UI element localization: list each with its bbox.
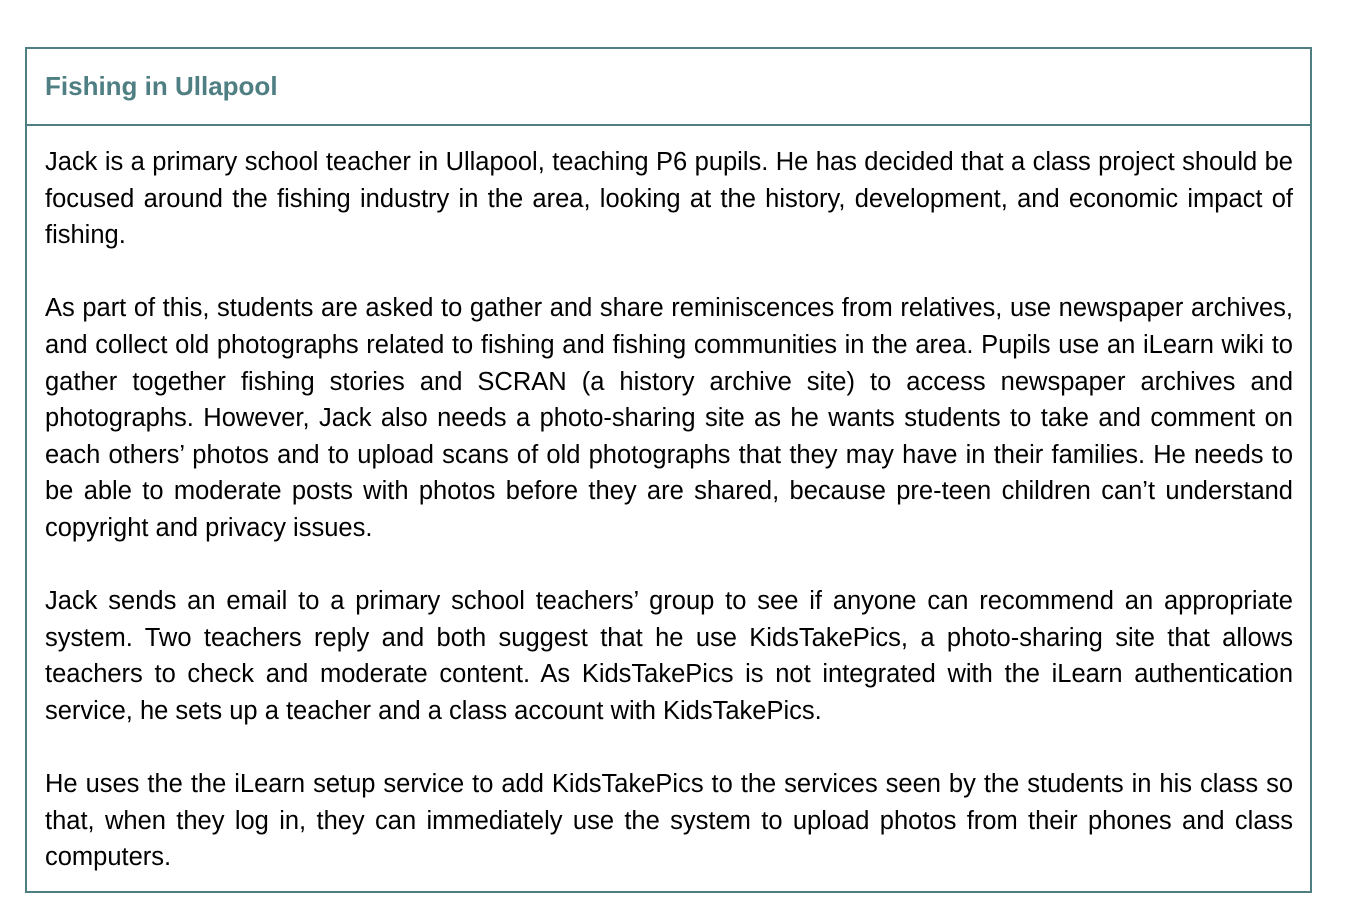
case-study-title: Fishing in Ullapool <box>45 71 278 101</box>
case-study-box <box>25 47 1312 893</box>
case-study-body <box>27 126 1310 876</box>
paragraph-recommendation: Jack sends an email to a primary school teachers’ group to see if anyone can recommend an appropriate system. Two teachers reply and both suggest that he use KidsTakePics, a photo-sharing site that allows teachers to check and moderate content. As KidsTakePics is not integrated with the iLearn authentication service, he sets up a teacher and a class account with KidsTakePics. <box>45 587 1293 725</box>
paragraph-project-details: As part of this, students are asked to gather and share reminiscences from relatives, use newspaper archives, and collect old photographs related to fishing and fishing communities in the area. Pupils use an iLearn wiki to gather together fishing stories and SCRAN (a history archive site) to access newspaper archives and photographs. However, Jack also needs a photo-sharing site as he wants students to take and comment on each others’ photos and to upload scans of old photographs that they may have in their families. He needs to be able to moderate posts with photos before they are shared, because pre-teen children can’t understand copyright and privacy issues. <box>45 294 1293 542</box>
paragraph-intro: Jack is a primary school teacher in Ullapool, teaching P6 pupils. He has decided that a class project should be focused around the fishing industry in the area, looking at the history, development, and economic impact of fishing. <box>45 148 1293 250</box>
paragraph-setup: He uses the the iLearn setup service to add KidsTakePics to the services seen by the students in his class so that, when they log in, they can immediately use the system to upload photos from their phones and class computers. <box>45 770 1293 872</box>
case-study-header <box>27 49 1310 126</box>
